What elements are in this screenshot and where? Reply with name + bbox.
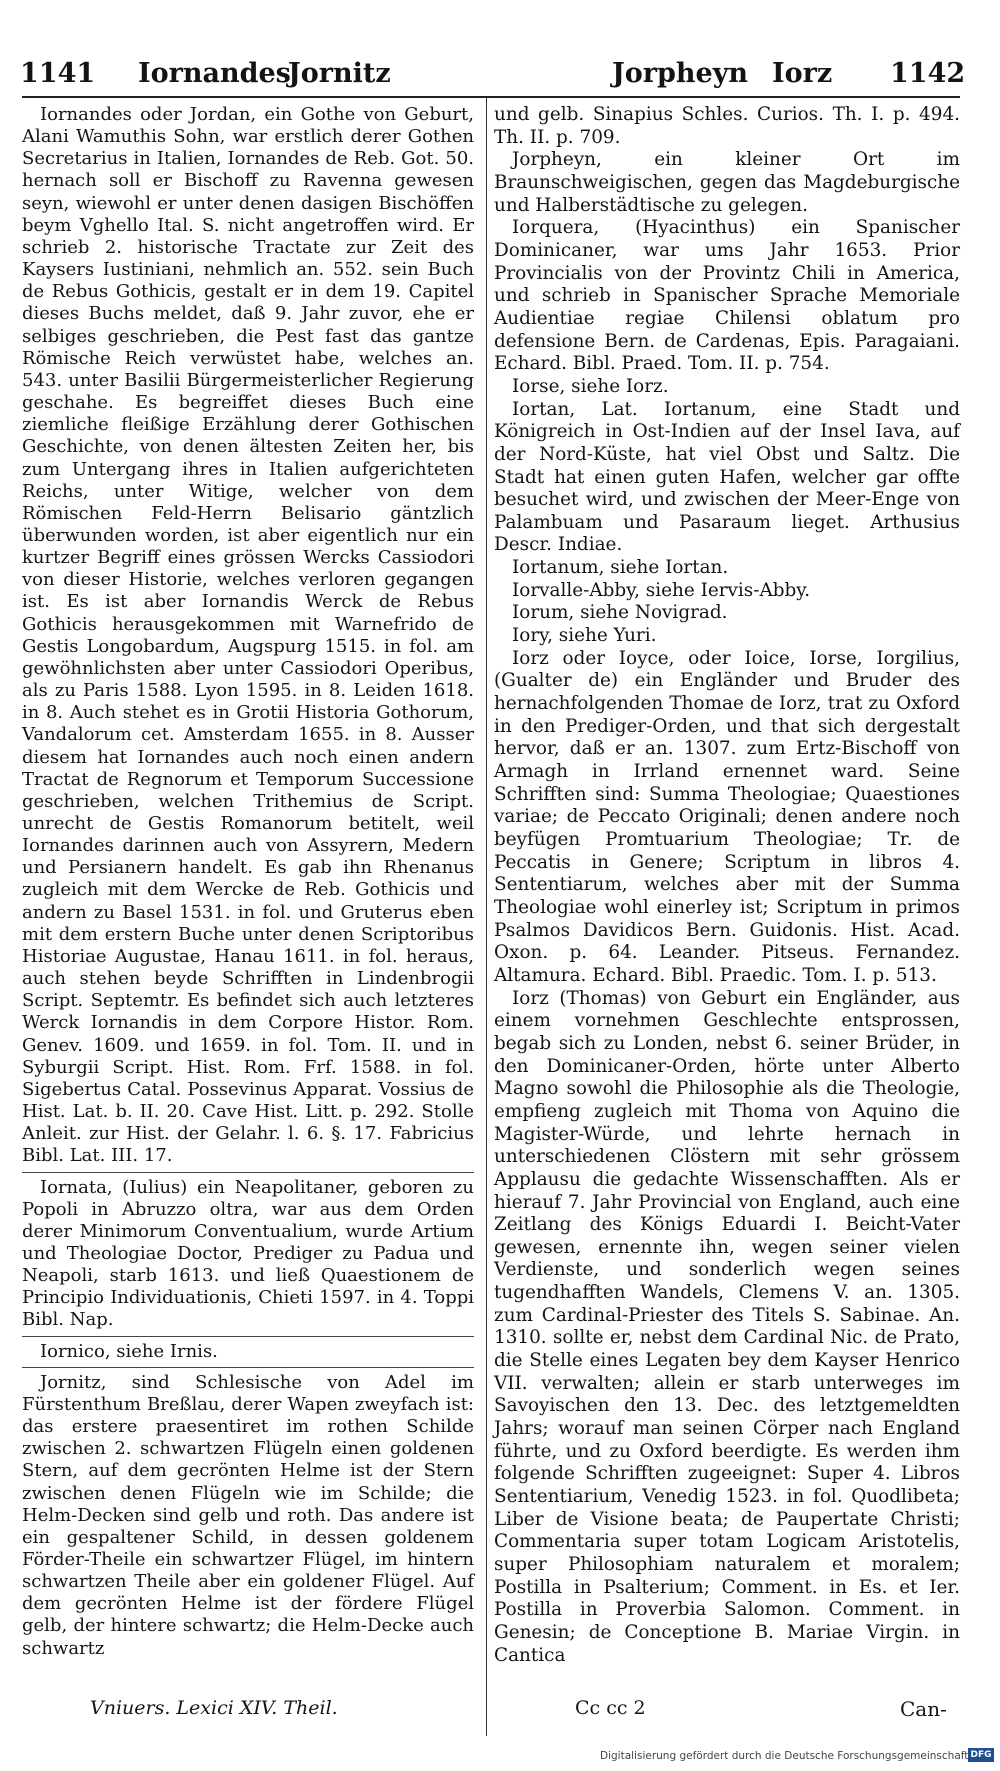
entry-iorse: Iorse, siehe Iorz. <box>512 375 669 397</box>
entry-continuation: und gelb. Sinapius Schles. Curios. Th. I. p. 494. Th. II. p. 709. <box>494 104 960 148</box>
entry-iorz-thomas: Iorz (Thomas) von Geburt ein Engländer, aus einem vornehmen Geschlechte entsprossen, begab sich zu Londen, nebst 6. seiner Brüder, in den Dominicaner-Orden, hörte unter Alberto Magno sowohl die Philosophie als die Theologie, empfieng zugleich mit Thoma von Aquino die Magister-Würde, und lehrte hernach in unterschiedenen Clöstern mit sehr grössem Applausu die gedachte Wissenschafften. Als er hierauf 7. Jahr Provincial von England, auch eine Zeitlang des Königs Eduardi I. Beicht-Vater gewesen, ernennte ihn, wegen seiner vielen Verdienste, und sonderlich wegen seines tugendhafften Wandels, Clemens V. an. 1305. zum Cardinal-Priester des Titels S. Sabinae. An. 1310. sollte er, nebst dem Cardinal Nic. de Prato, die Stelle eines Legaten bey dem Kayser Henrico VII. verwalten; allein er starb unterweges im Savoyischen den 13. Dec. des letztgemeldten Jahrs; worauf man seinen Cörper nach England führte, und zu Oxford beerdigte. Es werden ihm folgende Schrifften zugeeignet: Super 4. Libros Sententiarium, Venedig 1523. in fol. Quodlibeta; Liber de Visione beata; de Paupertate Christi; Commentaria super totam Logicam Aristotelis, super Philosophiam naturalem et moralem; Postilla in Psalterium; Comment. in Es. et Ier. Postilla in Proverbia Salomon. Comment. in Genesin; de Conceptione B. Mariae Virgin. in Cantica <box>494 987 960 1666</box>
page-number-left: 1141 <box>20 58 96 89</box>
running-header <box>20 58 966 92</box>
header-word-right-1: Jorpheyn <box>612 58 749 89</box>
entry-iorz-gualter: Iorz oder Ioyce, oder Ioice, Iorse, Iorgilius, (Gualter de) ein Engländer und Bruder des hernachfolgenden Thomae de Iorz, trat zu Oxford in den Prediger-Orden, und that sich dergestalt hervor, daß er an. 1307. zum Ertz-Bischoff von Armagh in Irrland ernennet ward. Seine Schrifften sind: Summa Theologiae; Quaestiones variae; de Peccato Originali; denen andere noch beyfügen Promtuarium Theologiae; Tr. de Peccatis in Genere; Scriptum in libros 4. Sententiarum, welches aber mit der Summa Theologiae wohl einerley ist; Scriptum in primos Psalmos Davidicos Bern. Guidonis. Hist. Acad. Oxon. p. 64. Leander. Pitseus. Fernandez. Altamura. Echard. Bibl. Praedic. Tom. I. p. 513. <box>494 647 960 986</box>
entry-iortan: Iortan, Lat. Iortanum, eine Stadt und Königreich in Ost-Indien auf der Insel Iava, auf der Nord-Küste, hat viel Obst und Saltz. Die Stadt hat einen guten Hafen, welcher gar offte besuchet wird, und zwischen der Meer-Enge von Palambuam und Pasaraum lieget. Arthusius Descr. Indiae. <box>494 398 960 556</box>
entry-iornata: Iornata, (Iulius) ein Neapolitaner, geboren zu Popoli in Abruzzo oltra, war aus dem Orden derer Minimorum Conventualium, wurde Artium und Theologiae Doctor, Prediger zu Padua und Neapoli, starb 1613. und ließ Quaestionem de Principio Individuationis, Chieti 1597. in 4. Toppi Bibl. Nap. <box>22 1172 474 1332</box>
entry-iorquera: Iorquera, (Hyacinthus) ein Spanischer Dominicaner, war ums Jahr 1653. Prior Provincialis von der Provintz Chili in America, und schrieb in Spanischer Sprache Memoriale Audientiae regiae Chilensi oblatum pro defensione Bern. de Cardenas, Epis. Paragaiani. Echard. Bibl. Praed. Tom. II. p. 754. <box>494 217 960 375</box>
catchword: Can- <box>900 1697 947 1721</box>
entry-iornico: Iornico, siehe Irnis. <box>22 1336 474 1363</box>
header-word-right-2: Iorz <box>772 58 833 89</box>
header-word-left-1: Iornandes <box>138 58 291 89</box>
entry-iortanum: Iortanum, siehe Iortan. <box>512 557 729 579</box>
digitization-credit: Digitalisierung gefördert durch die Deutsche Forschungsgemeinschaft <box>600 1750 969 1762</box>
page-number-right: 1142 <box>890 58 966 89</box>
sheet-mark: Cc cc 2 <box>575 1697 646 1719</box>
header-word-left-2: Jornitz <box>288 58 391 89</box>
dfg-logo-icon: DFG <box>968 1748 994 1762</box>
column-divider <box>486 98 487 1736</box>
entry-iorum: Iorum, siehe Novigrad. <box>512 602 728 624</box>
entry-jorpheyn: Jorpheyn, ein kleiner Ort im Braunschweigischen, gegen das Magdeburgische und Halberstädtische zu gelegen. <box>494 149 960 216</box>
header-rule <box>22 96 960 98</box>
entry-jornitz: Jornitz, sind Schlesische von Adel im Fürstenthum Breßlau, derer Wapen zweyfach ist: das erstere praesentiret im rothen Schilde zwischen 2. schwartzen Flügeln einen goldenen Stern, auf dem gecrönten Helme ist der Stern zwischen denen Flügeln wie im Schilde; die Helm-Decken sind gelb und roth. Das andere ist ein gespaltener Schild, in dessen goldenem Förder-Theile ein schwartzer Flügel, im hintern schwartzen Theile aber ein goldener Flügel. Auf dem gecrönten Helme ist der fördere Flügel gelb, der hintere schwartz; die Helm-Decke auch schwartz <box>22 1367 474 1660</box>
entry-iornandes: Iornandes oder Jordan, ein Gothe von Geburt, Alani Wamuthis Sohn, war erstlich derer Gothen Secretarius in Italien, Iornandes de Reb. Got. 50. hernach soll er Bischoff zu Ravenna gewesen seyn, wiewohl er unter denen dasigen Bischöffen beym Vghello Ital. S. nicht angetroffen wird. Er schrieb 2. historische Tractate zur Zeit des Kaysers Iustiniani, nehmlich an. 552. sein Buch de Rebus Gothicis, gestalt er in dem 19. Capitel dieses Buchs meldet, daß 9. Jahr zuvor, ehe er selbiges geschrieben, die Pest fast das gantze Römische Reich verwüstet habe, welches an. 543. unter Basilii Bürgermeisterlicher Regierung geschahe. Es begreiffet dieses Buch eine ziemliche fleißige Erzählung derer Gothischen Geschichte, von denen ältesten Zeiten her, bis zum Untergang ihres in Italien aufgerichteten Reichs, unter Witige, welcher von dem Römischen Feld-Herrn Belisario gäntzlich überwunden worden, ist aber eigentlich nur ein kurtzer Begriff eines grössen Wercks Cassiodori von dieser Historie, welches verloren gegangen ist. Es ist aber Iornandis Werck de Rebus Gothicis herausgekommen mit Warnefrido de Gestis Longobardum, Augspurg 1515. in fol. am gewöhnlichsten aber unter Cassiodori Operibus, als zu Paris 1588. Lyon 1595. in 8. Leiden 1618. in 8. Auch stehet es in Grotii Historia Gothorum, Vandalorum cet. Amsterdam 1655. in 8. Ausser diesem hat Iornandes auch noch einen andern Tractat de Regnorum et Temporum Successione geschrieben, welchen Trithemius de Script. unrecht de Gestis Romanorum betitelt, weil Iornandes darinnen auch von Assyrern, Medern und Persianern handelt. Es gab ihn Rhenanus zugleich mit dem Wercke de Reb. Gothicis und andern zu Basel 1531. in fol. und Gruterus eben mit dem erstern Buche unter denen Scriptoribus Historiae Augustae, Hanau 1611. in fol. heraus, auch stehen beyde Schrifften in Lindenbrogii Script. Septemtr. Es befindet sich auch letzteres Werck Iornandis in dem Corpore Histor. Rom. Genev. 1609. und 1659. in fol. Tom. II. und in Syburgii Script. Hist. Rom. Frf. 1588. in fol. Sigebertus Catal. Possevinus Apparat. Vossius de Hist. Lat. b. II. 20. Cave Hist. Litt. p. 292. Stolle Anleit. zur Hist. der Gelahr. l. 6. §. 17. Fabricius Bibl. Lat. III. 17. <box>22 104 474 1167</box>
entry-iorvalle-abby: Iorvalle-Abby, siehe Iervis-Abby. <box>512 579 811 601</box>
signature-line: Vniuers. Lexici XIV. Theil. <box>90 1697 338 1719</box>
left-column <box>22 104 474 1660</box>
right-column <box>494 104 960 1667</box>
entry-iory: Iory, siehe Yuri. <box>512 625 657 647</box>
